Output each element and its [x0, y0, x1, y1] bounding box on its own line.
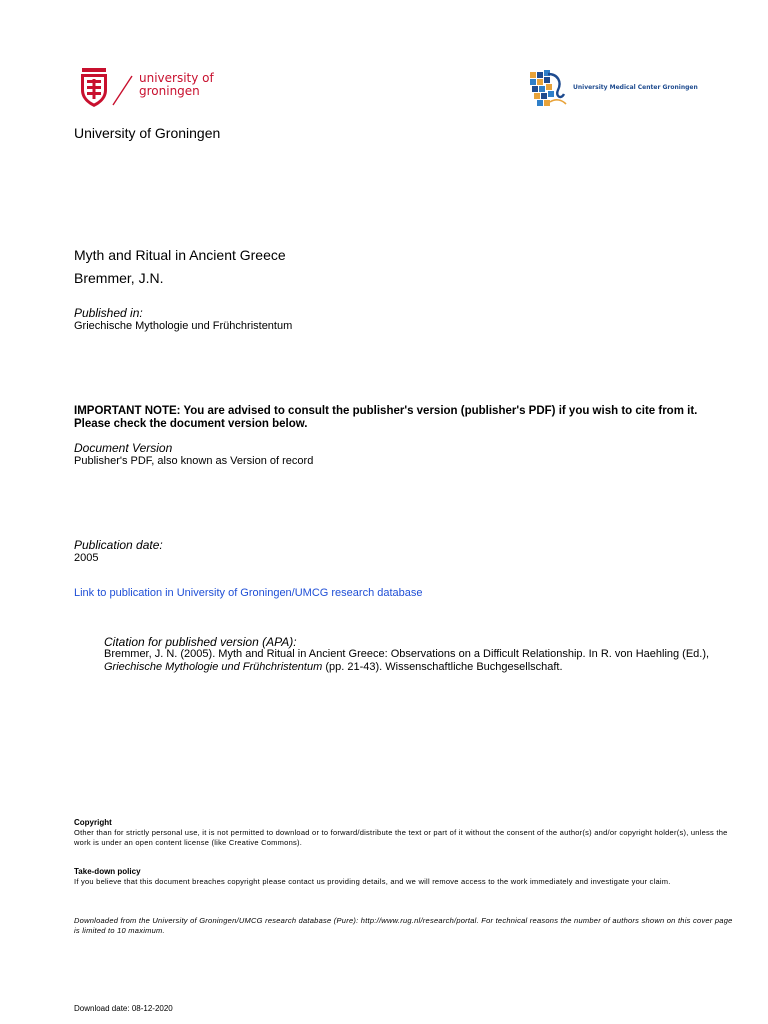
- rug-wordmark-line1: university of: [139, 71, 214, 85]
- rug-divider-slash: [80, 68, 140, 108]
- copyright-heading: Copyright: [74, 818, 112, 827]
- document-version-label: Document Version: [74, 441, 173, 455]
- umcg-logo: [528, 68, 703, 110]
- important-note: IMPORTANT NOTE: You are advised to consult the publisher's version (publisher's PDF) if you wish to cite from it. Please check the document version below.: [74, 405, 698, 430]
- research-database-link[interactable]: Link to publication in University of Groningen/UMCG research database: [74, 587, 423, 599]
- takedown-heading: Take-down policy: [74, 867, 141, 876]
- university-of-groningen-logo: [80, 68, 230, 108]
- citation-part1: Bremmer, J. N. (2005). Myth and Ritual in Ancient Greece: Observations on a Difficult Relationship. In R. von Haehling (Ed.),: [104, 648, 710, 660]
- published-in-value: Griechische Mythologie und Frühchristentum: [74, 320, 293, 332]
- rug-wordmark-line2: groningen: [139, 84, 200, 98]
- downloaded-note: Downloaded from the University of Groningen/UMCG research database (Pure): http://www.rug.nl/research/portal. For technical reasons the number of authors shown on this cover page is limited to 10 maximum.: [74, 916, 733, 935]
- document-version-value: Publisher's PDF, also known as Version of record: [74, 455, 314, 467]
- citation-text: [104, 648, 714, 674]
- published-in-label: Published in:: [74, 306, 143, 320]
- institution-heading: University of Groningen: [74, 125, 221, 141]
- citation-part2: (pp. 21-43). Wissenschaftliche Buchgesellschaft.: [322, 661, 563, 673]
- umcg-emblem-icon: [528, 68, 570, 110]
- publication-date-label: Publication date:: [74, 538, 163, 552]
- document-title: Myth and Ritual in Ancient Greece: [74, 247, 286, 263]
- citation-book-title: Griechische Mythologie und Frühchristentum: [104, 661, 323, 673]
- download-date: Download date: 08-12-2020: [74, 1004, 173, 1013]
- rug-wordmark: [139, 72, 214, 98]
- document-author: Bremmer, J.N.: [74, 270, 164, 286]
- copyright-text: Other than for strictly personal use, it is not permitted to download or to forward/distribute the text or part of it without the consent of the author(s) and/or copyright holder(s), unless the work is under an open content license (like Creative Commons).: [74, 828, 728, 847]
- umcg-name: University Medical Center Groningen: [573, 84, 698, 91]
- takedown-text: If you believe that this document breaches copyright please contact us providing details, and we will remove access to the work immediately and investigate your claim.: [74, 877, 671, 886]
- publication-date-value: 2005: [74, 552, 99, 564]
- citation-label: Citation for published version (APA):: [104, 635, 297, 649]
